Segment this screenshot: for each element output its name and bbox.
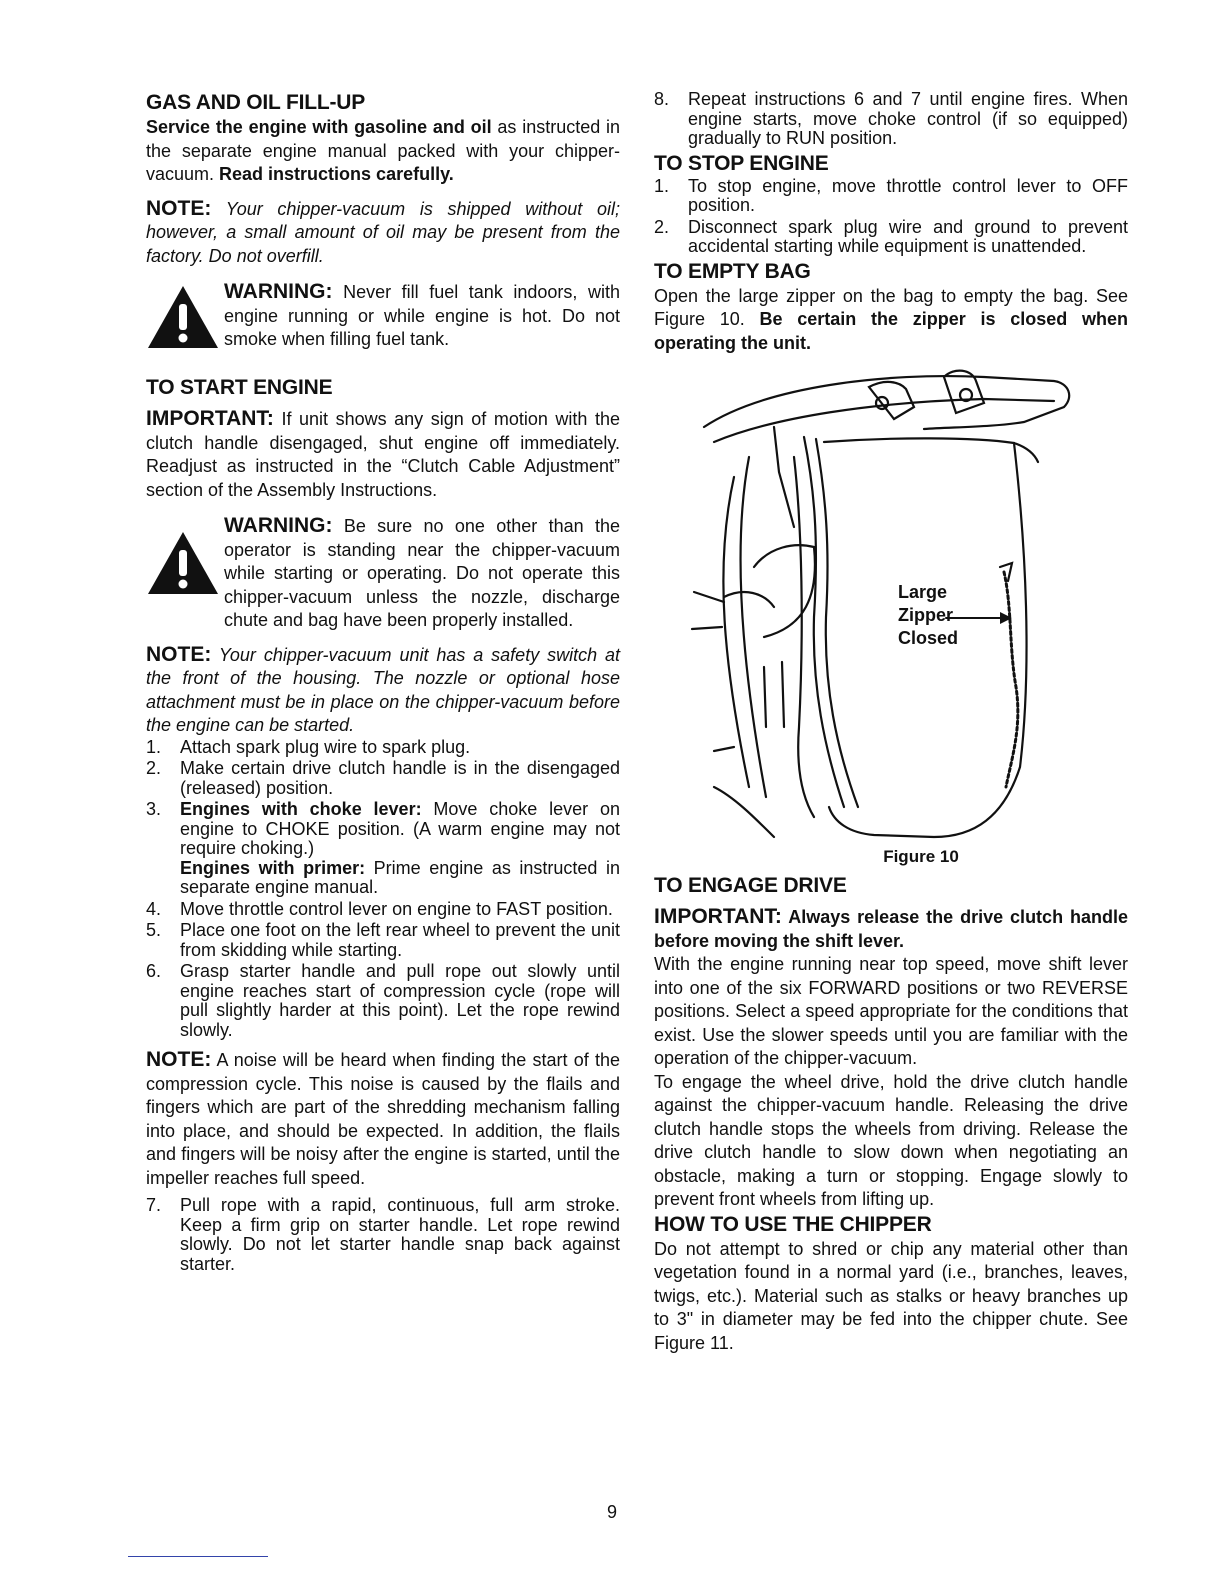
use-chipper-heading: HOW TO USE THE CHIPPER bbox=[654, 1212, 932, 1236]
warning-fuel: WARNING: Never fill fuel tank indoors, with engine running or while engine is hot. Do not smoke when filling fuel tank. bbox=[146, 280, 620, 355]
list-item: 8. Repeat instructions 6 and 7 until engine fires. When engine starts, move choke control (if so equipped) gradually to RUN position. bbox=[654, 89, 1128, 148]
gas-oil-paragraph: Service the engine with gasoline and oil as instructed in the separate engine manual packed with your chipper-vacuum. Read instructions carefully. bbox=[146, 117, 621, 184]
engage-paragraph-2: To engage the wheel drive, hold the drive clutch handle against the chipper-vacuum handle. Releasing the drive clutch handle stops the wheels from driving. Release the drive clutch handle to slow down when negotiating an obstacle, making a turn or stopping. Engage slowly to prevent front wheels from lifting up. bbox=[654, 1071, 1128, 1209]
note-safety-switch: NOTE: Your chipper-vacuum unit has a safety switch at the front of the housing. The nozzle or optional hose attachment must be in place on the chipper-vacuum before the engine can be started. bbox=[146, 642, 620, 735]
engage-drive-heading: TO ENGAGE DRIVE bbox=[654, 874, 847, 897]
start-steps-list bbox=[146, 738, 620, 1041]
figure-label: Large Zipper Closed bbox=[898, 582, 959, 648]
warning-operator: WARNING: Be sure no one other than the operator is standing near the chipper-vacuum while starting or operating. Do not operate this chipper-vacuum unless the nozzle, discharge chute and bag have been properly installed. bbox=[146, 514, 620, 633]
list-item: 6. Grasp starter handle and pull rope out slowly until engine reaches start of compression cycle (rope will pull slightly harder at this point). Let the rope rewind slowly. bbox=[146, 961, 620, 1040]
right-column bbox=[654, 90, 1128, 1355]
important-shift: IMPORTANT: Always release the drive clutch handle before moving the shift lever. bbox=[654, 905, 1128, 951]
gas-oil-heading: GAS AND OIL FILL-UP bbox=[146, 91, 366, 114]
list-item: 1. Attach spark plug wire to spark plug. bbox=[146, 736, 471, 757]
warning-triangle-icon bbox=[146, 280, 224, 355]
figure-caption: Figure 10 bbox=[883, 847, 959, 866]
list-item: 5. Place one foot on the left rear wheel to prevent the unit from skidding while starting. bbox=[146, 920, 620, 960]
engage-paragraph-1: With the engine running near top speed, move shift lever into one of the six FORWARD positions or two REVERSE positions. Select a speed appropriate for the conditions that exist. Use the slower speeds until you are familiar with the operation of the chipper-vacuum. bbox=[654, 954, 1128, 1068]
list-item: 4. Move throttle control lever on engine to FAST position. bbox=[146, 898, 613, 919]
list-item: 7. Pull rope with a rapid, continuous, full arm stroke. Keep a firm grip on starter handle. Let rope rewind slowly. Do not let starter handle snap back against starter. bbox=[146, 1195, 620, 1274]
left-column bbox=[146, 90, 620, 1276]
stop-steps-list bbox=[654, 177, 1128, 257]
use-chipper-paragraph: Do not attempt to shred or chip any material other than vegetation found in a normal yard (i.e., branches, leaves, twigs, etc.). Material such as stalks or heavy branches up to 3" in diameter may be fed into the chipper chute. See Figure 11. bbox=[654, 1238, 1128, 1353]
figure-10-illustration bbox=[654, 367, 1124, 847]
stop-engine-heading: TO STOP ENGINE bbox=[654, 151, 829, 175]
important-clutch: IMPORTANT: If unit shows any sign of motion with the clutch handle disengaged, shut engine off immediately. Readjust as instructed in the “Clutch Cable Adjustment” section of the Assembly Instructions. bbox=[146, 407, 620, 500]
start-steps-list-cont bbox=[146, 1196, 620, 1274]
page-number: 9 bbox=[606, 1502, 617, 1522]
empty-bag-heading: TO EMPTY BAG bbox=[654, 259, 811, 283]
note-compression: NOTE: A noise will be heard when finding the start of the compression cycle. This noise is caused by the flails and fingers which are part of the shredding mechanism falling into place, and should be expected. In addition, the flails and fingers will be noisy after the engine is started, until the impeller reaches full speed. bbox=[146, 1048, 620, 1188]
list-item: 1. To stop engine, move throttle control lever to OFF position. bbox=[654, 175, 1128, 215]
start-steps-list-cont2 bbox=[654, 90, 1128, 149]
list-item: 2. Disconnect spark plug wire and ground to prevent accidental starting while equipment is unattended. bbox=[654, 216, 1128, 256]
start-engine-heading: TO START ENGINE bbox=[146, 376, 333, 399]
note-oil: NOTE: Your chipper-vacuum is shipped without oil; however, a small amount of oil may be present from the factory. Do not overfill. bbox=[146, 196, 620, 266]
list-item: 2. Make certain drive clutch handle is in the disengaged (released) position. bbox=[146, 758, 620, 798]
empty-bag-paragraph: Open the large zipper on the bag to empty the bag. See Figure 10. Be certain the zipper is closed when operating the unit. bbox=[654, 285, 1128, 353]
list-item: 3. Engines with choke lever: Move choke lever on engine to CHOKE position. (A warm engine may not require choking.) Engines with primer: Prime engine as instructed in separate engine manual. bbox=[146, 799, 621, 897]
warning-triangle-icon bbox=[146, 514, 224, 601]
footer-rule bbox=[128, 1556, 268, 1557]
